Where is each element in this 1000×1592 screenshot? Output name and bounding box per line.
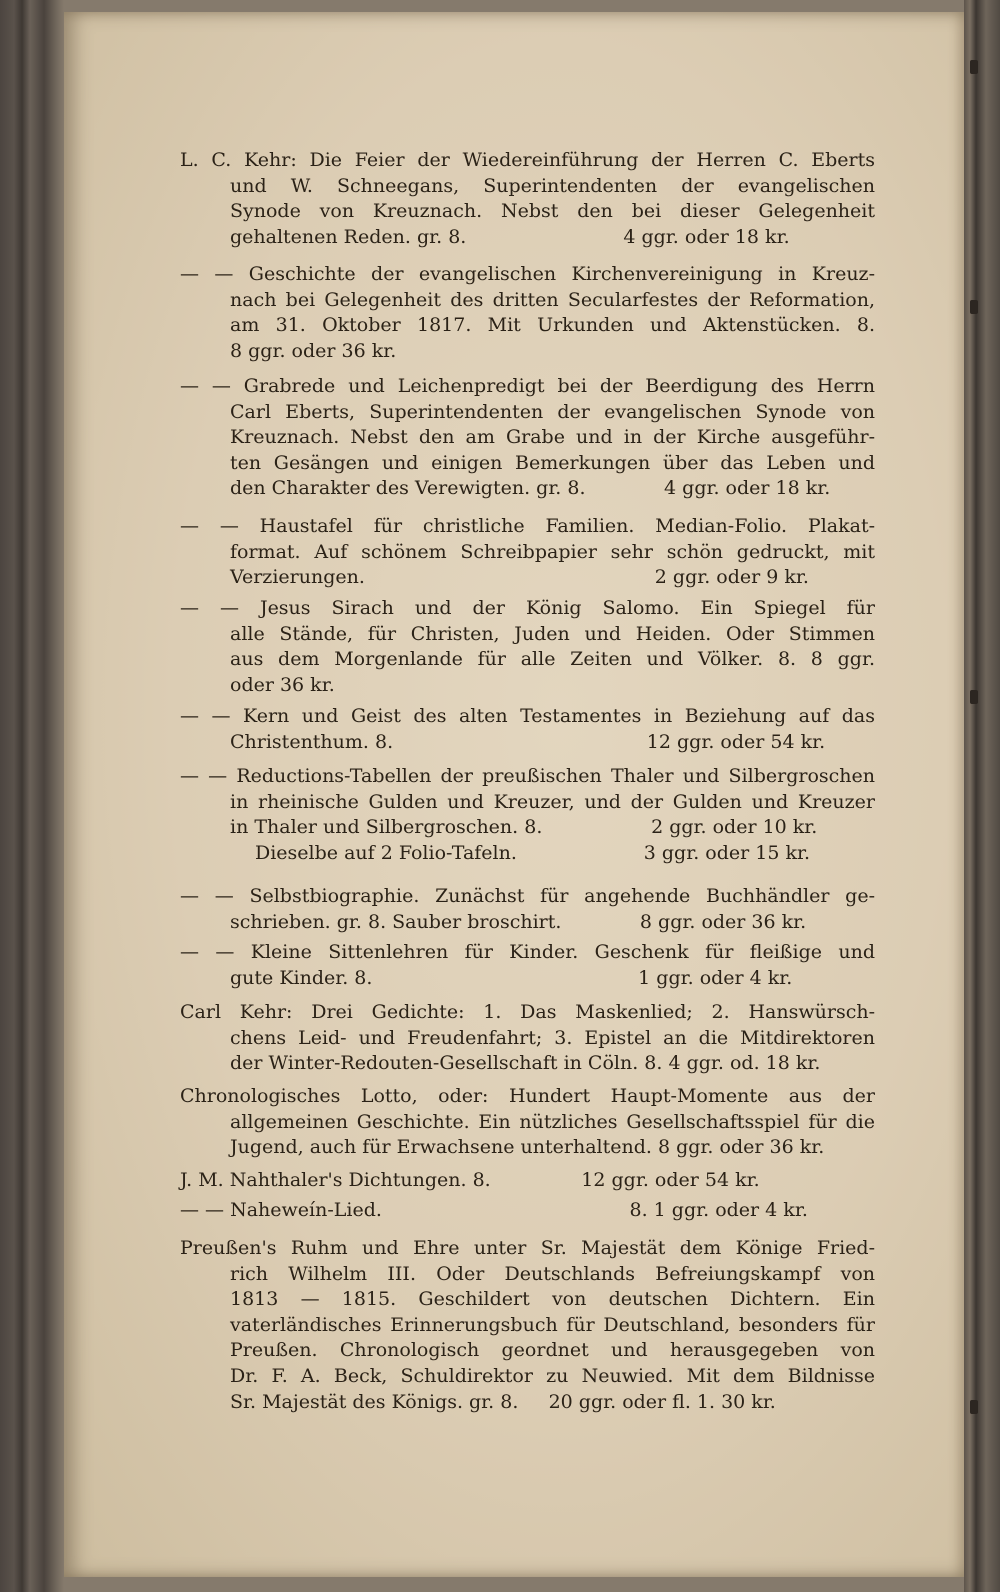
entry-line: nach bei Gelegenheit des dritten Secularfestes der Reformation, <box>230 288 875 311</box>
catalogue-entry <box>180 1198 875 1224</box>
entry-line: Jugend, auch für Erwachsene unterhaltend. 8 ggr. oder 36 kr. <box>230 1136 825 1159</box>
catalogue-entry <box>180 514 875 591</box>
entry-line: gute Kinder. 8. 1 ggr. oder 4 kr. <box>230 966 793 989</box>
entry-line: Kreuznach. Nebst den am Grabe und in der Kirche ausgeführ- <box>230 426 875 449</box>
catalogue-entry <box>180 596 875 698</box>
entry-line: schrieben. gr. 8. Sauber broschirt. 8 ggr. oder 36 kr. <box>230 910 807 933</box>
entry-line: Carl Kehr: Drei Gedichte: 1. Das Maskenlied; 2. Hanswürsch- <box>180 1001 875 1023</box>
entry-line: — — Geschichte der evangelischen Kirchenvereinigung in Kreuz- <box>180 263 875 285</box>
catalogue-entry <box>180 1168 875 1194</box>
entry-line: format. Auf schönem Schreibpapier sehr schön gedruckt, mit <box>230 540 875 563</box>
entry-line: in Thaler und Silbergroschen. 8. 2 ggr. oder 10 kr. <box>230 816 818 839</box>
page-edge <box>964 0 1000 1592</box>
entry-line: alle Stände, für Christen, Juden und Heiden. Oder Stimmen <box>230 622 875 645</box>
entry-line: Carl Eberts, Superintendenten der evangelischen Synode von <box>230 400 875 423</box>
catalogue-entry <box>180 1236 875 1415</box>
entry-line: — — Naheweín-Lied. 8. 1 ggr. oder 4 kr. <box>180 1199 808 1221</box>
entry-line: ten Gesängen und einigen Bemerkungen über das Leben und <box>230 451 875 474</box>
entry-line: 8 ggr. oder 36 kr. <box>230 339 397 362</box>
binding-mark <box>970 60 978 74</box>
entry-line: und W. Schneegans, Superintendenten der evangelischen <box>230 174 875 197</box>
catalogue-entry <box>180 374 875 502</box>
catalogue-entry <box>180 704 875 755</box>
entry-line: 1813 — 1815. Geschildert von deutschen Dichtern. Ein <box>230 1288 875 1311</box>
entry-line: Christenthum. 8. 12 ggr. oder 54 kr. <box>230 730 826 753</box>
entry-line: allgemeinen Geschichte. Ein nützliches Gesellschaftsspiel für die <box>230 1110 875 1133</box>
entry-line: am 31. Oktober 1817. Mit Urkunden und Aktenstücken. 8. <box>230 314 875 337</box>
entry-line: Chronologisches Lotto, oder: Hundert Haupt-Momente aus der <box>180 1085 875 1107</box>
entry-line: Sr. Majestät des Königs. gr. 8. 20 ggr. oder fl. 1. 30 kr. <box>230 1390 776 1413</box>
entry-line: oder 36 kr. <box>230 673 335 696</box>
entry-line: — — Grabrede und Leichenpredigt bei der Beerdigung des Herrn <box>180 375 875 397</box>
catalogue-entry <box>180 262 875 364</box>
entry-line: — — Kleine Sittenlehren für Kinder. Geschenk für fleißige und <box>180 941 875 963</box>
entry-subline: Dieselbe auf 2 Folio-Tafeln. 3 ggr. oder 15 kr. <box>255 841 810 864</box>
entry-line: Preußen. Chronologisch geordnet und herausgegeben von <box>230 1339 875 1362</box>
entry-line: der Winter-Redouten-Gesellschaft in Cöln. 8. 4 ggr. od. 18 kr. <box>230 1052 821 1075</box>
catalogue-entry <box>180 884 875 935</box>
entry-line: — — Haustafel für christliche Familien. Median-Folio. Plakat- <box>180 515 875 537</box>
entry-line: Synode von Kreuznach. Nebst den bei dieser Gelegenheit <box>230 200 875 223</box>
binding-mark <box>970 1400 978 1414</box>
catalogue-entry <box>180 940 875 991</box>
entry-line: — — Kern und Geist des alten Testamentes in Beziehung auf das <box>180 705 875 727</box>
entry-line: — — Selbstbiographie. Zunächst für angehende Buchhändler ge- <box>180 885 875 907</box>
entry-line: J. M. Nahthaler's Dichtungen. 8. 12 ggr. oder 54 kr. <box>180 1169 760 1191</box>
entry-line: rich Wilhelm III. Oder Deutschlands Befreiungskampf von <box>230 1262 875 1285</box>
entry-line: den Charakter des Verewigten. gr. 8. 4 ggr. oder 18 kr. <box>230 477 831 500</box>
entry-line: Verzierungen. 2 ggr. oder 9 kr. <box>230 566 809 589</box>
entry-line: — — Jesus Sirach und der König Salomo. Ein Spiegel für <box>180 597 875 619</box>
binding-mark <box>970 690 978 704</box>
entry-line: — — Reductions-Tabellen der preußischen Thaler und Silbergroschen <box>180 765 875 787</box>
entry-line: L. C. Kehr: Die Feier der Wiedereinführung der Herren C. Eberts <box>180 149 875 171</box>
entry-line: Dr. F. A. Beck, Schuldirektor zu Neuwied. Mit dem Bildnisse <box>230 1364 875 1387</box>
binding-mark <box>970 300 978 314</box>
entry-line: Preußen's Ruhm und Ehre unter Sr. Majestät dem Könige Fried- <box>180 1237 875 1259</box>
entry-line: in rheinische Gulden und Kreuzer, und der Gulden und Kreuzer <box>230 790 875 813</box>
catalogue-entry <box>180 1000 875 1077</box>
entry-line: aus dem Morgenlande für alle Zeiten und Völker. 8. 8 ggr. <box>230 648 875 671</box>
catalogue-entry <box>180 764 875 866</box>
entry-line: gehaltenen Reden. gr. 8. 4 ggr. oder 18 kr. <box>230 225 790 248</box>
catalogue-entry <box>180 148 875 250</box>
catalogue-entry <box>180 1084 875 1161</box>
entry-line: vaterländisches Erinnerungsbuch für Deutschland, besonders für <box>230 1313 875 1336</box>
entry-line: chens Leid- und Freudenfahrt; 3. Epistel an die Mitdirektoren <box>230 1026 875 1049</box>
